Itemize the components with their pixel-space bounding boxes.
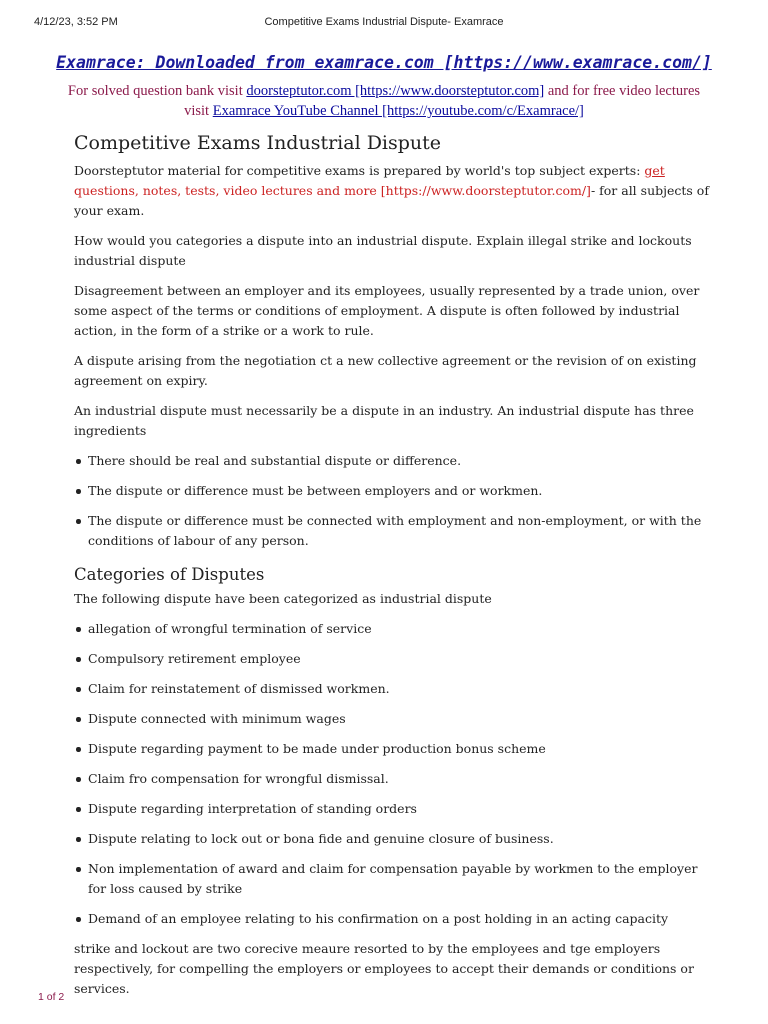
list-item: Dispute regarding payment to be made under production bonus scheme bbox=[74, 739, 714, 759]
examrace-banner-link[interactable]: Examrace: Downloaded from examrace.com [https://www.examrace.com/] bbox=[56, 53, 712, 72]
list-item: Dispute connected with minimum wages bbox=[74, 709, 714, 729]
print-page-title: Competitive Exams Industrial Dispute- Examrace bbox=[264, 16, 504, 28]
list-item: allegation of wrongful termination of service bbox=[74, 619, 714, 639]
closing-paragraph: strike and lockout are two corecive meaure resorted to by the employees and tge employers respectively, for compelling the employers or employees to accept their demands or conditions or services. bbox=[74, 941, 694, 996]
ingredients-list bbox=[74, 451, 714, 551]
categories-list bbox=[74, 619, 714, 929]
print-datetime: 4/12/23, 3:52 PM bbox=[34, 16, 118, 28]
list-item: Demand of an employee relating to his confirmation on a post holding in an acting capacity bbox=[74, 909, 714, 929]
categories-heading: Categories of Disputes bbox=[74, 565, 265, 584]
get-link[interactable]: get bbox=[644, 163, 665, 178]
question-paragraph: How would you categories a dispute into an industrial dispute. Explain illegal strike and lockouts industrial dispute bbox=[74, 233, 692, 268]
negotiation-paragraph: A dispute arising from the negotiation ct a new collective agreement or the revision of on existing agreement on expiry. bbox=[74, 353, 697, 388]
ingredients-intro-paragraph: An industrial dispute must necessarily be a dispute in an industry. An industrial dispute has three ingredients bbox=[74, 403, 694, 438]
page-indicator: 1 of 2 bbox=[38, 991, 65, 1003]
intro-text-after: - for all subjects of your exam. bbox=[74, 183, 709, 218]
definition-paragraph: Disagreement between an employer and its employees, usually represented by a trade union, over some aspect of the terms or conditions of employment. A dispute is often followed by industrial action, in the form of a strike or a work to rule. bbox=[74, 283, 700, 338]
list-item: Claim for reinstatement of dismissed workmen. bbox=[74, 679, 714, 699]
list-item: Dispute regarding interpretation of standing orders bbox=[74, 799, 714, 819]
promo-text-before: For solved question bank visit bbox=[67, 83, 247, 99]
intro-paragraph bbox=[74, 161, 714, 221]
article-title: Competitive Exams Industrial Dispute bbox=[74, 132, 442, 154]
doorsteptutor-resources-link[interactable]: questions, notes, tests, video lectures and more [https://www.doorsteptutor.com/] bbox=[74, 183, 591, 198]
list-item: Non implementation of award and claim for compensation payable by workmen to the employer for loss caused by strike bbox=[74, 859, 714, 899]
promo-text bbox=[60, 81, 708, 121]
promo-text-middle: and for free video lectures visit bbox=[184, 83, 701, 119]
print-header bbox=[0, 16, 768, 30]
doorsteptutor-link[interactable]: doorsteptutor.com [https://www.doorsteptutor.com] bbox=[246, 83, 545, 99]
list-item: There should be real and substantial dispute or difference. bbox=[74, 451, 714, 471]
list-item: The dispute or difference must be connected with employment and non-employment, or with the conditions of labour of any person. bbox=[74, 511, 714, 551]
list-item: Dispute relating to lock out or bona fide and genuine closure of business. bbox=[74, 829, 714, 849]
categories-intro: The following dispute have been categorized as industrial dispute bbox=[74, 591, 492, 606]
article-content bbox=[74, 130, 714, 999]
list-item: The dispute or difference must be between employers and or workmen. bbox=[74, 481, 714, 501]
intro-text-before: Doorsteptutor material for competitive exams is prepared by world's top subject experts: bbox=[74, 163, 645, 178]
list-item: Claim fro compensation for wrongful dismissal. bbox=[74, 769, 714, 789]
youtube-channel-link[interactable]: Examrace YouTube Channel [https://youtube.com/c/Examrace/] bbox=[212, 103, 584, 119]
list-item: Compulsory retirement employee bbox=[74, 649, 714, 669]
